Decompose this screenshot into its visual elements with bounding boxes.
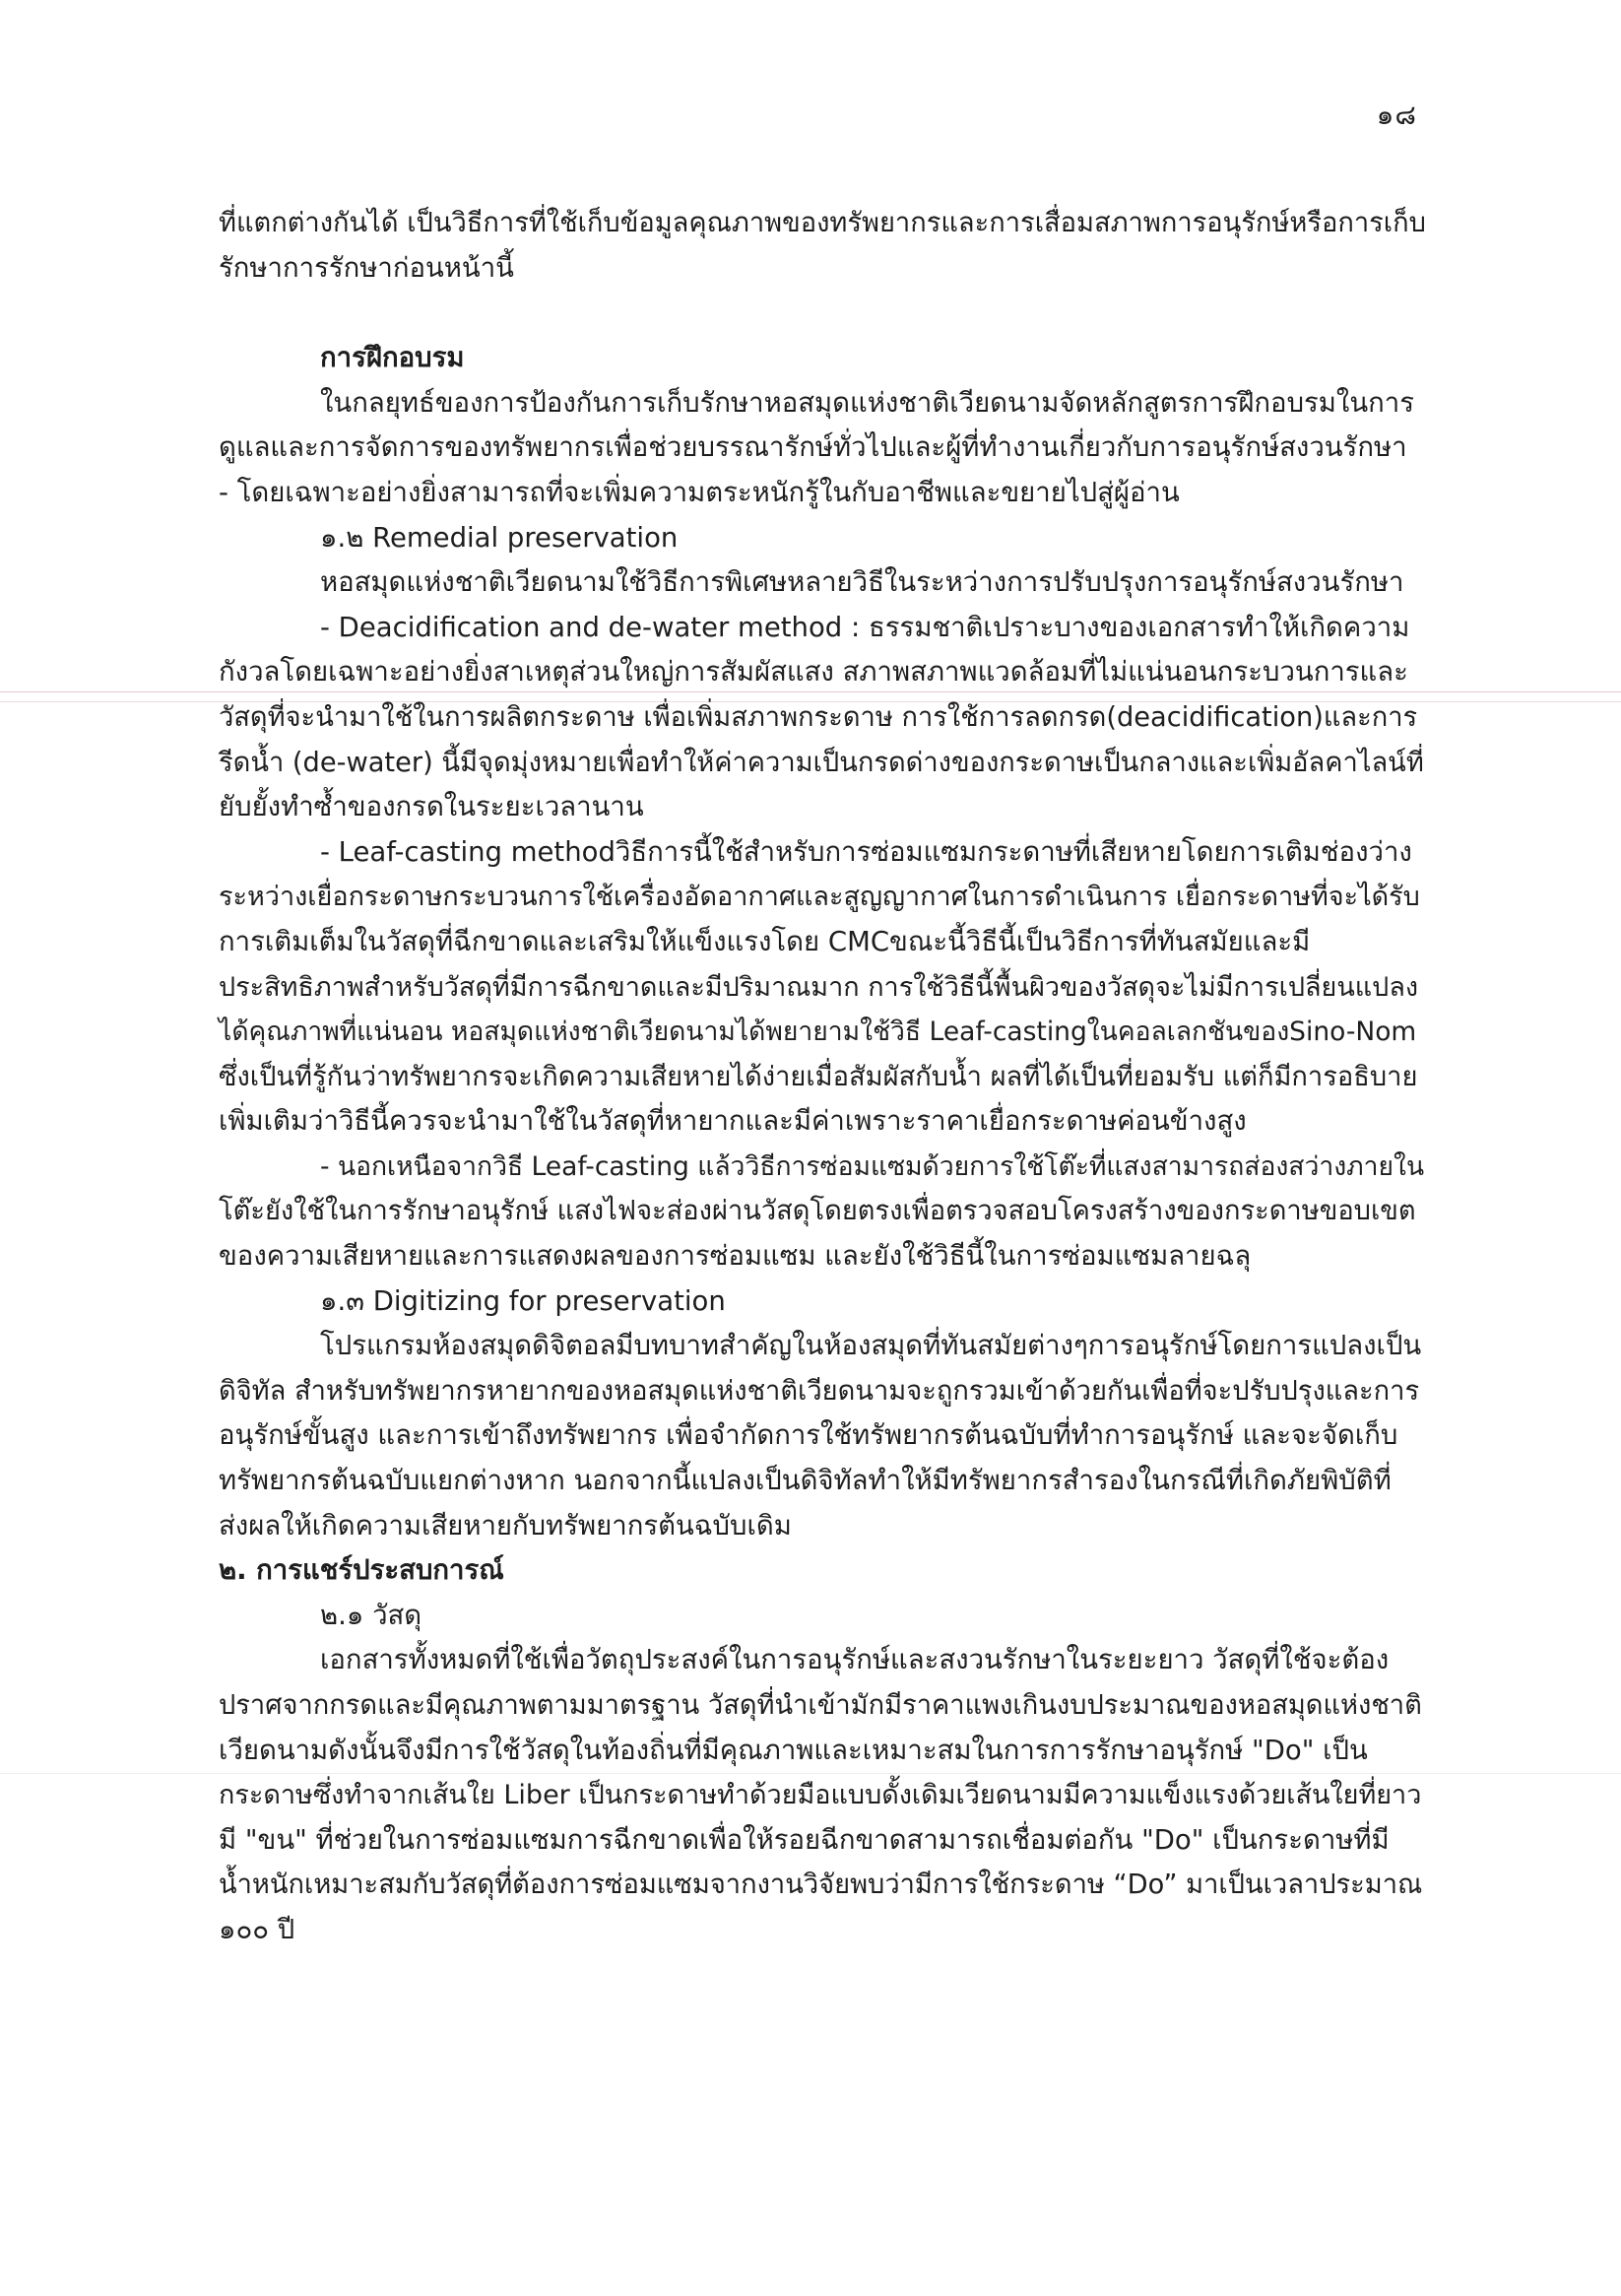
document-body <box>219 201 1426 1953</box>
text-line: - นอกเหนือจากวิธี Leaf-casting แล้ววิธีการซ่อมแซมด้วยการใช้โต๊ะที่แสงสามารถส่องสว่างภายใน <box>320 1150 1425 1182</box>
text-line: ๒.๑ วัสดุ <box>320 1599 422 1631</box>
text-line: ทรัพยากรต้นฉบับแยกต่างหาก นอกจากนี้แปลงเป็นดิจิทัลทำให้มีทรัพยากรสำรองในกรณีที่เกิดภัยพิบัติที่ <box>219 1465 1392 1497</box>
text-line: หอสมุดแห่งชาติเวียดนามใช้วิธีการพิเศษหลายวิธีในระหว่างการปรับปรุงการอนุรักษ์สงวนรักษา <box>320 566 1404 599</box>
text-line: ยับยั้งทำซ้ำของกรดในระยะเวลานาน <box>219 791 644 823</box>
text-line: เพิ่มเติมว่าวิธีนี้ควรจะนำมาใช้ในวัสดุที่หายากและมีค่าเพราะราคาเยื่อกระดาษค่อนข้างสูง <box>219 1105 1247 1138</box>
text-line: เอกสารทั้งหมดที่ใช้เพื่อวัตถุประสงค์ในการอนุรักษ์และสงวนรักษาในระยะยาว วัสดุที่ใช้จะต้อง <box>320 1644 1390 1676</box>
text-line: เวียดนามดังนั้นจึงมีการใช้วัสดุในท้องถิ่นที่มีคุณภาพและเหมาะสมในการการรักษาอนุรักษ์ "Do" เป็น <box>219 1734 1368 1766</box>
text-line: การเติมเต็มในวัสดุที่ฉีกขาดและเสริมให้แข็งแรงโดย CMCขณะนี้วิธีนี้เป็นวิธีการที่ทันสมัยและมี <box>219 925 1311 957</box>
section-heading: การฝึกอบรม <box>320 342 465 374</box>
text-line: ประสิทธิภาพสำหรับวัสดุที่มีการฉีกขาดและมีปริมาณมาก การใช้วิธีนี้พื้นผิวของวัสดุจะไม่มีการเปลี่ยนแปลง <box>219 971 1419 1003</box>
page-number: ๑๘ <box>1376 98 1417 131</box>
text-line: ๑๐๐ ปี <box>219 1913 295 1945</box>
text-line: ๑.๒ Remedial preservation <box>320 521 679 554</box>
section-heading: ๒. การแชร์ประสบการณ์ <box>219 1554 504 1587</box>
text-line: รีดน้ำ (de-water) นี้มีจุดมุ่งหมายเพื่อทำให้ค่าความเป็นกรดด่างของกระดาษเป็นกลางและเพิ่มอัลคาไลน์ที่ <box>219 747 1424 778</box>
text-line: ปราศจากกรดและมีคุณภาพตามมาตรฐาน วัสดุที่นำเข้ามักมีราคาแพงเกินงบประมาณของหอสมุดแห่งชาติ <box>219 1690 1422 1721</box>
blank-line <box>219 291 1426 336</box>
text-line: ซึ่งเป็นที่รู้กันว่าทรัพยากรจะเกิดความเสียหายได้ง่ายเมื่อสัมผัสกับน้ำ ผลที่ได้เป็นที่ยอมรับ แต่ก็มีการอธิบาย <box>219 1061 1418 1092</box>
text-line: อนุรักษ์ขั้นสูง และการเข้าถึงทรัพยากร เพื่อจำกัดการใช้ทรัพยากรต้นฉบับที่ทำการอนุรักษ์ และจะจัดเก็บ <box>219 1419 1398 1452</box>
text-line: โต๊ะยังใช้ในการรักษาอนุรักษ์ แสงไฟจะส่องผ่านวัสดุโดยตรงเพื่อตรวจสอบโครงสร้างของกระดาษขอบเขต <box>219 1196 1416 1227</box>
text-line: ดูแลและการจัดการของทรัพยากรเพื่อช่วยบรรณารักษ์ทั่วไปและผู้ที่ทำงานเกี่ยวกับการอนุรักษ์สงวนรักษา <box>219 431 1407 464</box>
text-line: ส่งผลให้เกิดความเสียหายกับทรัพยากรต้นฉบับเดิม <box>219 1509 792 1542</box>
text-line: กระดาษซึ่งทำจากเส้นใย Liber เป็นกระดาษทำด้วยมือแบบดั้งเดิมเวียดนามมีความแข็งแรงด้วยเส้นใยที่ยาว <box>219 1780 1422 1811</box>
text-line: ๑.๓ Digitizing for preservation <box>320 1284 726 1317</box>
text-line: น้ำหนักเหมาะสมกับวัสดุที่ต้องการซ่อมแซมจากงานวิจัยพบว่ามีการใช้กระดาษ “Do” มาเป็นเวลาประมาณ <box>219 1870 1423 1901</box>
text-line: - Leaf-casting methodวิธีการนี้ใช้สำหรับการซ่อมแซมกระดาษที่เสียหายโดยการเติมช่องว่าง <box>320 835 1412 868</box>
text-line: ของความเสียหายและการแสดงผลของการซ่อมแซม และยังใช้วิธีนี้ในการซ่อมแซมลายฉลุ <box>219 1240 1252 1273</box>
text-line: - โดยเฉพาะอย่างยิ่งสามารถที่จะเพิ่มความตระหนักรู้ในกับอาชีพและขยายไปสู่ผู้อ่าน <box>219 476 1180 508</box>
text-line: วัสดุที่จะนำมาใช้ในการผลิตกระดาษ เพื่อเพิ่มสภาพกระดาษ การใช้การลดกรด(deacidification)และการ <box>219 701 1418 733</box>
text-line: มี "ขน" ที่ช่วยในการซ่อมแซมการฉีกขาดเพื่อให้รอยฉีกขาดสามารถเชื่อมต่อกัน "Do" เป็นกระดาษที่มี <box>219 1823 1390 1856</box>
text-line: ระหว่างเยื่อกระดาษกระบวนการใช้เครื่องอัดอากาศและสูญญากาศในการดำเนินการ เยื่อกระดาษที่จะได้รับ <box>219 882 1420 913</box>
text-line: ได้คุณภาพที่แน่นอน หอสมุดแห่งชาติเวียดนามได้พยายามใช้วิธี Leaf-castingในคอลเลกชันของSino-Nom <box>219 1017 1417 1048</box>
text-line: รักษาการรักษาก่อนหน้านี้ <box>219 251 514 284</box>
text-line: ที่แตกต่างกันได้ เป็นวิธีการที่ใช้เก็บข้อมูลคุณภาพของทรัพยากรและการเสื่อมสภาพการอนุรักษ์หรือการเก็บ <box>219 208 1426 238</box>
text-line: - Deacidification and de-water method : ธรรมชาติเปราะบางของเอกสารทำให้เกิดความ <box>320 611 1410 643</box>
text-line: ในกลยุทธ์ของการป้องกันการเก็บรักษาหอสมุดแห่งชาติเวียดนามจัดหลักสูตรการฝึกอบรมในการ <box>320 386 1415 419</box>
text-line: ดิจิทัล สำหรับทรัพยากรหายากของหอสมุดแห่งชาติเวียดนามจะถูกรวมเข้าด้วยกันเพื่อที่จะปรับปรุงและการ <box>219 1375 1420 1407</box>
text-line: โปรแกรมห้องสมุดดิจิตอลมีบทบาทสำคัญในห้องสมุดที่ทันสมัยต่างๆการอนุรักษ์โดยการแปลงเป็น <box>320 1330 1422 1362</box>
text-line: กังวลโดยเฉพาะอย่างยิ่งสาเหตุส่วนใหญ่การสัมผัสแสง สภาพสภาพแวดล้อมที่ไม่แน่นอนกระบวนการและ <box>219 656 1408 689</box>
